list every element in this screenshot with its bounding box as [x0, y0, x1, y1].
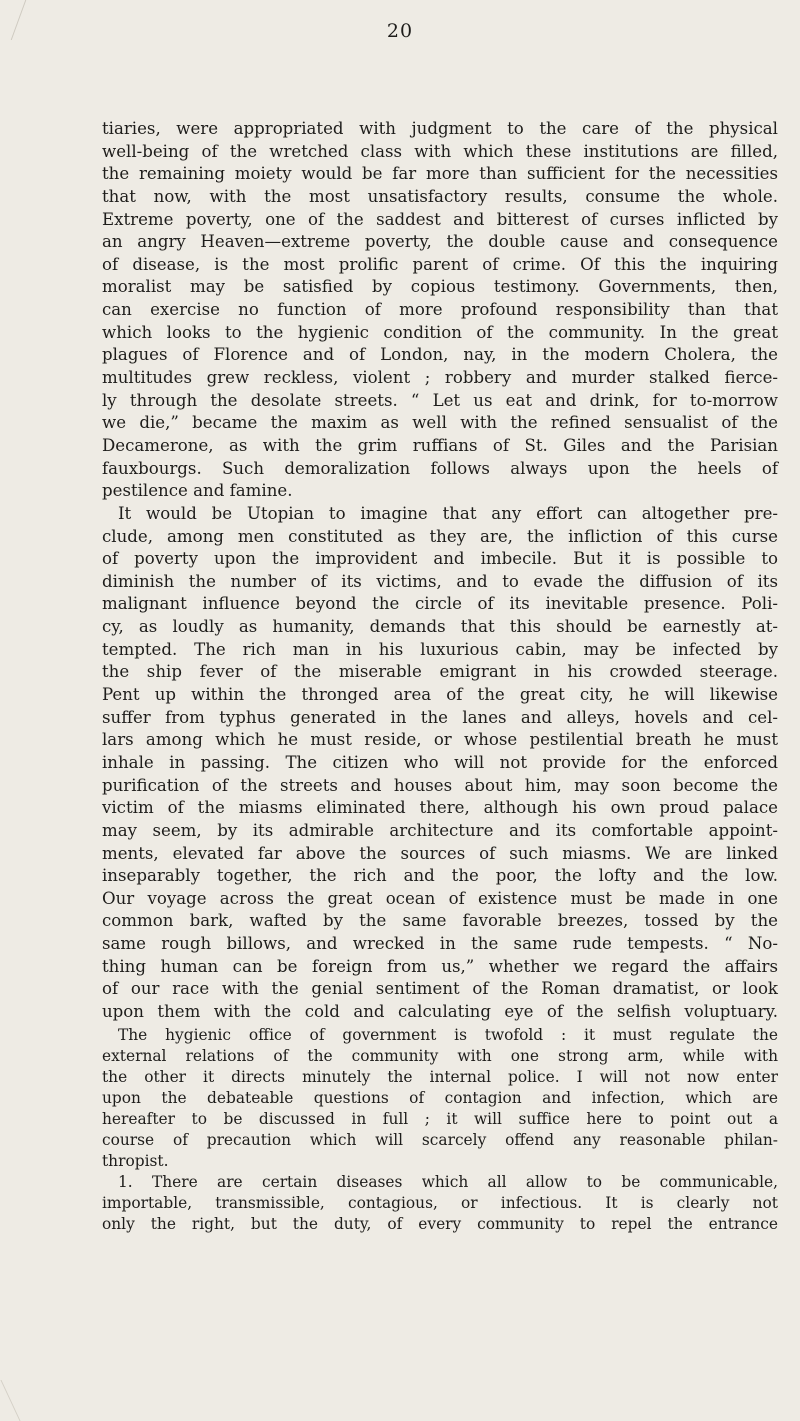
small-text-line: only the right, but the duty, of every community to repel the entrance — [102, 1214, 778, 1233]
text-line: diminish the number of its victims, and to evade the diffusion of its — [102, 571, 778, 591]
text-line: suffer from typhus generated in the lanes and alleys, hovels and cel- — [102, 707, 778, 727]
text-line: purification of the streets and houses about him, may soon become the — [102, 775, 778, 795]
text-line: of disease, is the most prolific parent of crime. Of this the inquiring — [102, 254, 778, 274]
small-text-line: course of precaution which will scarcely offend any reasonable philan- — [102, 1130, 778, 1149]
text-line: It would be Utopian to imagine that any effort can altogether pre- — [118, 503, 778, 523]
text-line: of poverty upon the improvident and imbecile. But it is possible to — [102, 549, 778, 569]
text-line: of our race with the genial sentiment of the Roman dramatist, or look — [102, 979, 778, 999]
page-number: 20 — [386, 20, 414, 42]
text-line: which looks to the hygienic condition of the community. In the great — [102, 322, 778, 342]
text-line: the remaining moiety would be far more than sufficient for the necessities — [102, 164, 778, 184]
text-line: pestilence and famine. — [102, 481, 293, 501]
text-line: ly through the desolate streets. “ Let us eat and drink, for to-morrow — [102, 390, 778, 410]
text-line: Extreme poverty, one of the saddest and bitterest of curses inflicted by — [102, 209, 778, 229]
text-line: multitudes grew reckless, violent ; robbery and murder stalked fierce- — [102, 368, 778, 388]
text-line: can exercise no function of more profound responsibility than that — [102, 300, 778, 320]
small-print-section — [102, 1025, 778, 1235]
text-line: inhale in passing. The citizen who will not provide for the enforced — [102, 752, 778, 772]
text-line: tiaries, were appropriated with judgment to the care of the physical — [102, 119, 778, 138]
text-line: Pent up within the thronged area of the great city, he will likewise — [102, 685, 778, 705]
text-line: may seem, by its admirable architecture and its comfortable appoint- — [102, 820, 778, 840]
text-line: cy, as loudly as humanity, demands that this should be earnestly at- — [102, 617, 778, 637]
small-text-line: hereafter to be discussed in full ; it will suffice here to point out a — [102, 1109, 778, 1128]
text-line: well-being of the wretched class with which these institutions are filled, — [102, 141, 778, 161]
text-line: upon them with the cold and calculating eye of the selfish voluptuary. — [102, 1001, 778, 1021]
page-edge-mark — [0, 1380, 21, 1421]
text-line: Decamerone, as with the grim ruffians of St. Giles and the Parisian — [102, 435, 778, 455]
text-line: tempted. The rich man in his luxurious cabin, may be infected by — [102, 639, 778, 659]
small-text-line: importable, transmissible, contagious, or infectious. It is clearly not — [102, 1193, 778, 1212]
text-line: that now, with the most unsatisfactory results, consume the whole. — [102, 186, 778, 206]
small-text-line: the other it directs minutely the internal police. I will not now enter — [102, 1067, 778, 1086]
body-text — [102, 118, 778, 1235]
text-line: we die,” became the maxim as well with the refined sensualist of the — [102, 413, 778, 433]
text-line: moralist may be satisfied by copious testimony. Governments, then, — [102, 277, 778, 297]
text-line: inseparably together, the rich and the poor, the lofty and the low. — [102, 866, 778, 886]
small-text-line: The hygienic office of government is twofold : it must regulate the — [118, 1025, 778, 1044]
text-line: lars among which he must reside, or whose pestilential breath he must — [102, 730, 778, 750]
text-line: Our voyage across the great ocean of existence must be made in one — [102, 888, 778, 908]
text-line: the ship fever of the miserable emigrant in his crowded steerage. — [102, 662, 778, 682]
text-line: clude, among men constituted as they are, the infliction of this curse — [102, 526, 778, 546]
small-text-line: external relations of the community with one strong arm, while with — [102, 1046, 778, 1065]
text-line: fauxbourgs. Such demoralization follows always upon the heels of — [102, 458, 778, 478]
small-text-line: upon the debateable questions of contagion and infection, which are — [102, 1088, 778, 1107]
text-line: same rough billows, and wrecked in the same rude tempests. “ No- — [102, 934, 778, 954]
text-line: plagues of Florence and of London, nay, in the modern Cholera, the — [102, 345, 778, 365]
text-line: victim of the miasms eliminated there, although his own proud palace — [102, 798, 778, 818]
text-line: ments, elevated far above the sources of such miasms. We are linked — [102, 843, 778, 863]
text-line: malignant influence beyond the circle of its inevitable presence. Poli- — [102, 594, 778, 614]
text-line: common bark, wafted by the same favorable breezes, tossed by the — [102, 911, 778, 931]
text-line: an angry Heaven—extreme poverty, the double cause and consequence — [102, 232, 778, 252]
text-line: thing human can be foreign from us,” whether we regard the affairs — [102, 956, 778, 976]
small-text-line: thropist. — [102, 1151, 169, 1170]
small-text-line: 1. There are certain diseases which all allow to be communicable, — [118, 1172, 778, 1191]
